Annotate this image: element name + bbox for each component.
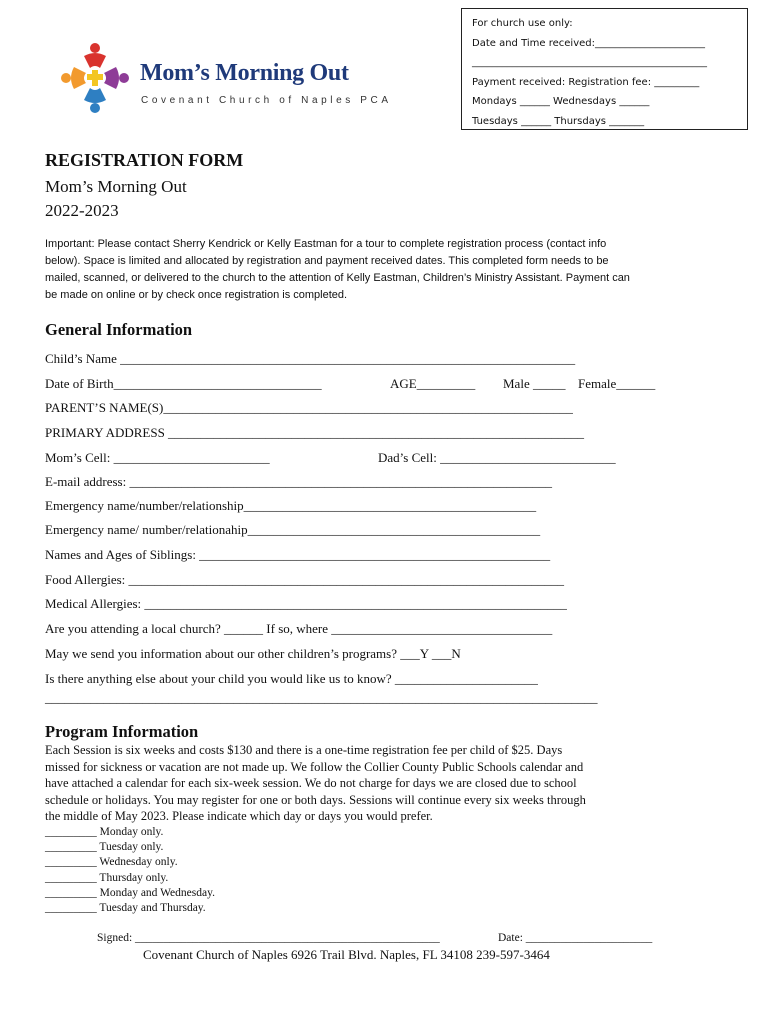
option-monday-wednesday[interactable]: _________ Monday and Wednesday. (45, 886, 215, 899)
general-info-heading: General Information (45, 320, 193, 339)
emergency-contact-2-field[interactable]: Emergency name/ number/relationahip_____________________________________________ (45, 522, 541, 537)
medical-allergies-field[interactable]: Medical Allergies: _________________________________________________________________ (45, 596, 567, 611)
send-info-field[interactable]: May we send you information about our other children’s programs? ___Y ___N (45, 646, 461, 661)
male-field[interactable]: Male _____ (503, 376, 566, 391)
important-line: Important: Please contact Sherry Kendrick or Kelly Eastman for a tour to complete registration process (contact info (45, 238, 607, 250)
option-thursday[interactable]: _________ Thursday only. (45, 871, 169, 884)
siblings-field[interactable]: Names and Ages of Siblings: ______________________________________________________ (45, 547, 551, 562)
local-church-field[interactable]: Are you attending a local church? ______ If so, where __________________________________ (45, 621, 553, 636)
dob-field[interactable]: Date of Birth________________________________ (45, 376, 322, 391)
moms-cell-field[interactable]: Mom’s Cell: ________________________ (45, 450, 270, 465)
option-wednesday[interactable]: _________ Wednesday only. (45, 856, 178, 869)
childs-name-field[interactable]: Child’s Name ______________________________________________________________________ (45, 351, 576, 366)
important-notice (45, 236, 735, 304)
option-monday[interactable]: _________ Monday only. (45, 826, 164, 838)
logo-title: Mom’s Morning Out (140, 60, 349, 86)
food-allergies-field[interactable]: Food Allergies: ___________________________________________________________________ (45, 572, 565, 587)
program-line: Each Session is six weeks and costs $130 and there is a one-time registration fee per child of $25. Days (45, 743, 563, 757)
program-name: Mom’s Morning Out (45, 177, 187, 196)
signature-date-field[interactable]: Date: ______________________ (498, 932, 653, 944)
program-line: schedule or holidays. You may register for one or both days. Sessions will continue every six weeks through (45, 792, 586, 807)
signature-field[interactable]: Signed: _____________________________________________________ (97, 932, 440, 944)
emergency-contact-1-field[interactable]: Emergency name/number/relationship_____________________________________________ (45, 498, 537, 513)
tuesdays-thursdays: Tuesdays ______ Thursdays _______ (472, 115, 645, 127)
program-year: 2022-2023 (45, 201, 119, 220)
logo-subtitle: Covenant Church of Naples PCA (141, 95, 392, 106)
church-use-title: For church use only: (472, 18, 573, 29)
dads-cell-field[interactable]: Dad’s Cell: ___________________________ (378, 450, 616, 465)
anything-else-line-2[interactable]: _____________________________________________________________________________________ (45, 690, 598, 705)
church-use-blank-line: _______________________________________________ (472, 57, 707, 68)
program-line: the middle of May 2023. Please indicate which day or days you would prefer. (45, 809, 433, 823)
program-line: missed for sickness or vacation are not made up. We follow the Collier County Public Schools calendar and (45, 759, 584, 774)
form-title: REGISTRATION FORM (45, 150, 244, 170)
age-field[interactable]: AGE_________ (390, 376, 476, 391)
female-field[interactable]: Female______ (578, 376, 656, 391)
anything-else-field[interactable]: Is there anything else about your child you would like us to know? ______________________ (45, 671, 538, 686)
program-info-heading: Program Information (45, 722, 199, 741)
payment-received: Payment received: Registration fee: _________ (472, 76, 700, 88)
primary-address-field[interactable]: PRIMARY ADDRESS ________________________________________________________________ (45, 425, 585, 440)
option-tuesday[interactable]: _________ Tuesday only. (45, 841, 164, 854)
footer-address: Covenant Church of Naples 6926 Trail Blvd. Naples, FL 34108 239-597-3464 (143, 947, 550, 962)
important-line: be made on online or by check once registration is completed. (45, 289, 348, 301)
date-time-received: Date and Time received:______________________ (472, 37, 705, 49)
program-line: have attached a calendar for each six-week session. We do not charge for days we are closed due to school (45, 776, 577, 790)
important-line: mailed, scanned, or delivered to the church to the attention of Kelly Eastman, Children’s Ministry Assistant. Payment can (45, 272, 630, 284)
moms-morning-out-logo-icon (60, 42, 130, 114)
parents-name-field[interactable]: PARENT’S NAME(S)_______________________________________________________________ (45, 400, 573, 415)
church-use-box (461, 8, 748, 130)
option-tuesday-thursday[interactable]: _________ Tuesday and Thursday. (45, 902, 206, 915)
email-field[interactable]: E-mail address: _________________________________________________________________ (45, 474, 552, 489)
program-description (45, 742, 745, 825)
day-options (45, 825, 215, 916)
mondays-wednesdays: Mondays ______ Wednesdays ______ (472, 96, 650, 107)
important-line: below). Space is limited and allocated by registration and payment received dates. This completed form needs to be (45, 255, 609, 267)
